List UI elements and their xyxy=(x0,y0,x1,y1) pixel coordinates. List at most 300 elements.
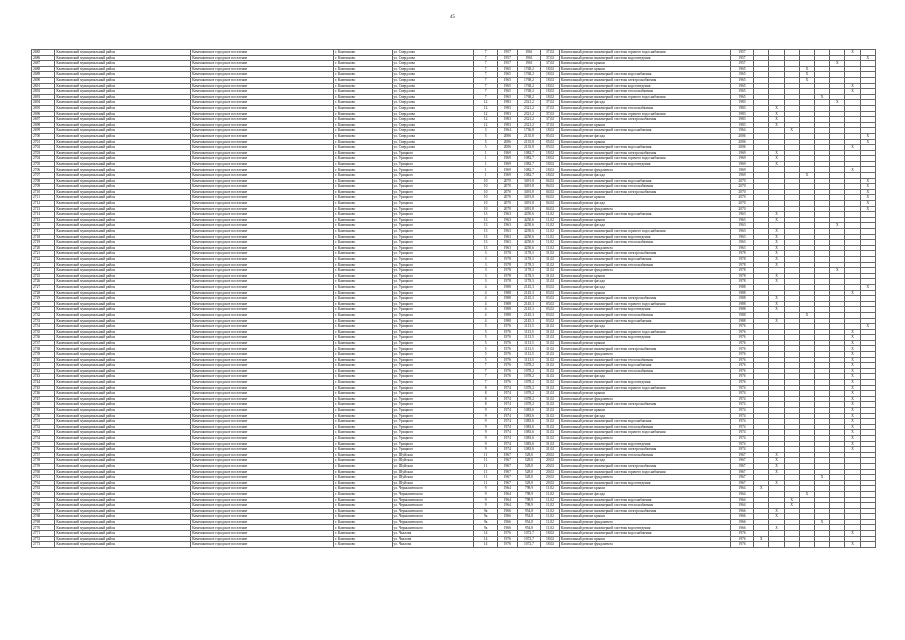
built-year-cell: 1969 xyxy=(497,173,517,179)
settlement-cell: Камешковское городское поселение xyxy=(191,430,334,436)
wear-cell: 18,02 xyxy=(541,66,560,72)
area-cell: 1083,6 xyxy=(517,419,540,425)
row-number: 2688 xyxy=(32,66,55,72)
period-mark-cell: X xyxy=(769,234,784,240)
city-cell: г. Камешково xyxy=(334,458,393,464)
period-mark-cell: X xyxy=(860,284,875,290)
city-cell: г. Камешково xyxy=(334,184,393,190)
street-cell: ул. Свердлова xyxy=(392,117,474,123)
period-mark-cell: X xyxy=(845,424,860,430)
year-cell: 1965 xyxy=(730,77,753,83)
built-year-cell: 1969 xyxy=(497,161,517,167)
work-type-cell: Капитальный ремонт крыши xyxy=(559,273,730,279)
street-cell: ул. Урицкого xyxy=(392,374,474,380)
year-cell: 1963 xyxy=(730,240,753,246)
year-cell: 1976 xyxy=(730,340,753,346)
street-cell: ул. Урицкого xyxy=(392,340,474,346)
work-type-cell: Капитальный ремонт инженерной системы горячего водоснабжения xyxy=(559,430,730,436)
work-type-cell: Капитальный ремонт инженерной системы горячего водоснабжения xyxy=(559,469,730,475)
row-number: 2702 xyxy=(32,145,55,151)
area-cell: 3491,8 xyxy=(517,189,540,195)
settlement-cell: Камешковское городское поселение xyxy=(191,167,334,173)
area-cell: 2321,2 xyxy=(517,111,540,117)
house-cell: 7 xyxy=(474,94,497,100)
settlement-cell: Камешковское городское поселение xyxy=(191,368,334,374)
area-cell: 2135,8 xyxy=(517,133,540,139)
settlement-cell: Камешковское городское поселение xyxy=(191,531,334,537)
period-mark-cell: X xyxy=(799,312,814,318)
settlement-cell: Камешковское городское поселение xyxy=(191,447,334,453)
year-cell: 1976 xyxy=(730,531,753,537)
built-year-cell: 1976 xyxy=(497,329,517,335)
built-year-cell: 1967 xyxy=(497,469,517,475)
row-number: 2720 xyxy=(32,245,55,251)
street-cell: ул. Урицкого xyxy=(392,161,474,167)
period-mark-cell: X xyxy=(845,335,860,341)
wear-cell: 05,02 xyxy=(541,145,560,151)
city-cell: г. Камешково xyxy=(334,503,393,509)
year-cell: 1976 xyxy=(730,346,753,352)
year-cell: 1988 xyxy=(730,284,753,290)
area-cell: 1178,3 xyxy=(517,256,540,262)
settlement-cell: Камешковское городское поселение xyxy=(191,206,334,212)
house-cell: 4 xyxy=(474,296,497,302)
wear-cell: 03,02 xyxy=(541,307,560,313)
wear-cell: 18,02 xyxy=(541,531,560,537)
area-cell: 1961 xyxy=(517,50,540,56)
year-cell: 1983 xyxy=(730,100,753,106)
city-cell: г. Камешково xyxy=(334,128,393,134)
house-cell: 10 xyxy=(474,189,497,195)
table-body xyxy=(32,50,876,548)
city-cell: г. Камешково xyxy=(334,206,393,212)
city-cell: г. Камешково xyxy=(334,519,393,525)
street-cell: ул. Чернышевского xyxy=(392,525,474,531)
house-cell: 13 xyxy=(474,229,497,235)
year-cell: 1967 xyxy=(730,480,753,486)
city-cell: г. Камешково xyxy=(334,111,393,117)
settlement-cell: Камешковское городское поселение xyxy=(191,374,334,380)
district-cell: Камешковский муниципальный район xyxy=(55,128,191,134)
district-cell: Камешковский муниципальный район xyxy=(55,167,191,173)
district-cell: Камешковский муниципальный район xyxy=(55,391,191,397)
wear-cell: 11,02 xyxy=(541,212,560,218)
house-cell: 9 xyxy=(474,503,497,509)
year-cell: 1974 xyxy=(730,419,753,425)
district-cell: Камешковский муниципальный район xyxy=(55,525,191,531)
built-year-cell: 1978 xyxy=(497,262,517,268)
district-cell: Камешковский муниципальный район xyxy=(55,396,191,402)
year-cell: 1978 xyxy=(730,268,753,274)
house-cell: 5 xyxy=(474,357,497,363)
city-cell: г. Камешково xyxy=(334,223,393,229)
city-cell: г. Камешково xyxy=(334,441,393,447)
settlement-cell: Камешковское городское поселение xyxy=(191,340,334,346)
house-cell: 9а xyxy=(474,525,497,531)
work-type-cell: Капитальный ремонт крыши xyxy=(559,66,730,72)
period-mark-cell: X xyxy=(769,240,784,246)
year-cell: 1969 xyxy=(730,156,753,162)
street-cell: ул. Урицкого xyxy=(392,391,474,397)
settlement-cell: Камешковское городское поселение xyxy=(191,290,334,296)
built-year-cell: 1976 xyxy=(497,335,517,341)
work-type-cell: Капитальный ремонт инженерной системы водоотведения xyxy=(559,441,730,447)
city-cell: г. Камешково xyxy=(334,173,393,179)
year-cell: 2070 xyxy=(730,206,753,212)
period-mark-cell: X xyxy=(860,55,875,61)
area-cell: 3491,8 xyxy=(517,184,540,190)
city-cell: г. Камешково xyxy=(334,156,393,162)
work-type-cell: Капитальный ремонт инженерной системы электроснабжения xyxy=(559,508,730,514)
settlement-cell: Камешковское городское поселение xyxy=(191,262,334,268)
built-year-cell: 1957 xyxy=(497,61,517,67)
period-mark-cell: X xyxy=(799,491,814,497)
built-year-cell: 1976 xyxy=(497,340,517,346)
work-type-cell: Капитальный ремонт инженерной системы теплоснабжения xyxy=(559,452,730,458)
row-number: 2773 xyxy=(32,542,55,548)
period-mark-cell: X xyxy=(860,206,875,212)
wear-cell: 11,02 xyxy=(541,229,560,235)
area-cell: 4250,6 xyxy=(517,212,540,218)
work-type-cell: Капитальный ремонт инженерной системы электроснабжения xyxy=(559,189,730,195)
house-cell: 11 xyxy=(474,480,497,486)
year-cell: 1988 xyxy=(730,296,753,302)
house-cell: 5 xyxy=(474,335,497,341)
house-cell: 7 xyxy=(474,363,497,369)
house-cell: 13 xyxy=(474,212,497,218)
period-mark-cell: X xyxy=(769,514,784,520)
street-cell: ул. Урицкого xyxy=(392,408,474,414)
built-year-cell: 1969 xyxy=(497,156,517,162)
house-cell: 7 xyxy=(474,380,497,386)
settlement-cell: Камешковское городское поселение xyxy=(191,312,334,318)
period-mark-cell: X xyxy=(769,279,784,285)
year-cell: 1969 xyxy=(730,161,753,167)
city-cell: г. Камешково xyxy=(334,480,393,486)
built-year-cell: 1974 xyxy=(497,435,517,441)
settlement-cell: Камешковское городское поселение xyxy=(191,94,334,100)
year-cell: 2006 xyxy=(730,145,753,151)
street-cell: ул. Урицкого xyxy=(392,307,474,313)
row-number: 2728 xyxy=(32,290,55,296)
district-cell: Камешковский муниципальный район xyxy=(55,380,191,386)
house-cell: 9а xyxy=(474,514,497,520)
row-number: 2758 xyxy=(32,458,55,464)
year-cell: 1978 xyxy=(730,251,753,257)
area-cell: 528,0 xyxy=(517,452,540,458)
period-mark-cell: X xyxy=(815,519,830,525)
city-cell: г. Камешково xyxy=(334,413,393,419)
row-number: 2769 xyxy=(32,519,55,525)
street-cell: ул. Шуйская xyxy=(392,475,474,481)
work-type-cell: Капитальный ремонт инженерной системы горячего водоснабжения xyxy=(559,385,730,391)
period-mark-cell: X xyxy=(769,508,784,514)
wear-cell: 31,02 xyxy=(541,346,560,352)
street-cell: ул. Урицкого xyxy=(392,212,474,218)
year-cell: 1974 xyxy=(730,402,753,408)
house-cell: 7 xyxy=(474,83,497,89)
city-cell: г. Камешково xyxy=(334,497,393,503)
built-year-cell: 1976 xyxy=(497,536,517,542)
settlement-cell: Камешковское городское поселение xyxy=(191,435,334,441)
area-cell: 2145,3 xyxy=(517,307,540,313)
period-mark-cell: X xyxy=(769,273,784,279)
house-cell: 9 xyxy=(474,430,497,436)
wear-cell: 37,02 xyxy=(541,105,560,111)
house-cell: 12 xyxy=(474,122,497,128)
built-year-cell: 1963 xyxy=(497,240,517,246)
wear-cell: 18,02 xyxy=(541,167,560,173)
street-cell: ул. Свердлова xyxy=(392,77,474,83)
wear-cell: 11,02 xyxy=(541,245,560,251)
area-cell: 1083,6 xyxy=(517,447,540,453)
house-cell: 8 xyxy=(474,385,497,391)
built-year-cell: 1983 xyxy=(497,100,517,106)
street-cell: ул. Урицкого xyxy=(392,201,474,207)
house-cell: 9 xyxy=(474,408,497,414)
district-cell: Камешковский муниципальный район xyxy=(55,133,191,139)
wear-cell: 31,02 xyxy=(541,447,560,453)
street-cell: ул. Урицкого xyxy=(392,430,474,436)
period-mark-cell: X xyxy=(845,340,860,346)
row-number: 2733 xyxy=(32,318,55,324)
wear-cell: 11,02 xyxy=(541,514,560,520)
year-cell: 2006 xyxy=(730,133,753,139)
street-cell: ул. Свердлова xyxy=(392,145,474,151)
built-year-cell: 1974 xyxy=(497,391,517,397)
period-mark-cell: X xyxy=(845,385,860,391)
year-cell: 1967 xyxy=(730,475,753,481)
period-mark-cell: X xyxy=(845,419,860,425)
area-cell: 1178,3 xyxy=(517,268,540,274)
city-cell: г. Камешково xyxy=(334,61,393,67)
period-mark-cell: X xyxy=(845,441,860,447)
period-mark-cell: X xyxy=(845,402,860,408)
street-cell: ул. Чернышевского xyxy=(392,491,474,497)
year-cell: 1988 xyxy=(730,318,753,324)
wear-cell: 18,02 xyxy=(541,77,560,83)
year-cell: 1976 xyxy=(730,357,753,363)
row-number: 2717 xyxy=(32,229,55,235)
district-cell: Камешковский муниципальный район xyxy=(55,447,191,453)
wear-cell: 18,02 xyxy=(541,542,560,548)
period-mark-cell: X xyxy=(830,268,845,274)
district-cell: Камешковский муниципальный район xyxy=(55,290,191,296)
district-cell: Камешковский муниципальный район xyxy=(55,329,191,335)
settlement-cell: Камешковское городское поселение xyxy=(191,72,334,78)
city-cell: г. Камешково xyxy=(334,296,393,302)
period-mark-cell: X xyxy=(845,368,860,374)
built-year-cell: 1978 xyxy=(497,256,517,262)
wear-cell: 05,02 xyxy=(541,139,560,145)
city-cell: г. Камешково xyxy=(334,290,393,296)
house-cell: 9а xyxy=(474,519,497,525)
district-cell: Камешковский муниципальный район xyxy=(55,83,191,89)
work-type-cell: Капитальный ремонт фундамента xyxy=(559,206,730,212)
period-mark-cell: X xyxy=(845,363,860,369)
area-cell: 2135,8 xyxy=(517,139,540,145)
wear-cell: 37,02 xyxy=(541,55,560,61)
work-type-cell: Капитальный ремонт фундамента xyxy=(559,435,730,441)
wear-cell: 37,02 xyxy=(541,61,560,67)
built-year-cell: 1964 xyxy=(497,503,517,509)
table-row xyxy=(32,542,876,548)
settlement-cell: Камешковское городское поселение xyxy=(191,189,334,195)
row-number: 2752 xyxy=(32,424,55,430)
area-cell: 2135,8 xyxy=(517,145,540,151)
settlement-cell: Камешковское городское поселение xyxy=(191,452,334,458)
wear-cell: 37,02 xyxy=(541,50,560,56)
house-cell: 3 xyxy=(474,273,497,279)
street-cell: ул. Чернышевского xyxy=(392,519,474,525)
period-mark-cell: X xyxy=(815,475,830,481)
house-cell: 13 xyxy=(474,245,497,251)
work-type-cell: Капитальный ремонт инженерной системы водоотведения xyxy=(559,335,730,341)
area-cell: 2321,2 xyxy=(517,105,540,111)
row-number: 2743 xyxy=(32,374,55,380)
work-type-cell: Капитальный ремонт инженерной системы электроснабжения xyxy=(559,346,730,352)
city-cell: г. Камешково xyxy=(334,161,393,167)
district-cell: Камешковский муниципальный район xyxy=(55,536,191,542)
city-cell: г. Камешково xyxy=(334,318,393,324)
settlement-cell: Камешковское городское поселение xyxy=(191,469,334,475)
settlement-cell: Камешковское городское поселение xyxy=(191,413,334,419)
year-cell: 1978 xyxy=(730,279,753,285)
row-number: 2705 xyxy=(32,161,55,167)
area-cell: 1768,2 xyxy=(517,77,540,83)
period-mark-cell: X xyxy=(845,531,860,537)
city-cell: г. Камешково xyxy=(334,329,393,335)
area-cell: 1768,2 xyxy=(517,66,540,72)
city-cell: г. Камешково xyxy=(334,335,393,341)
period-mark-cell: X xyxy=(799,173,814,179)
period-mark-cell: X xyxy=(845,167,860,173)
district-cell: Камешковский муниципальный район xyxy=(55,318,191,324)
built-year-cell: 1976 xyxy=(497,324,517,330)
row-number: 2761 xyxy=(32,475,55,481)
period-mark-cell: X xyxy=(860,139,875,145)
work-type-cell: Капитальный ремонт инженерной системы водоотведения xyxy=(559,307,730,313)
area-cell: 4250,6 xyxy=(517,217,540,223)
row-number: 2754 xyxy=(32,435,55,441)
street-cell: ул. Урицкого xyxy=(392,167,474,173)
built-year-cell: 1967 xyxy=(497,458,517,464)
settlement-cell: Камешковское городское поселение xyxy=(191,133,334,139)
work-type-cell: Капитальный ремонт инженерной системы электроснабжения xyxy=(559,296,730,302)
house-cell: 3 xyxy=(474,262,497,268)
period-mark-cell: X xyxy=(769,161,784,167)
built-year-cell: 2070 xyxy=(497,178,517,184)
work-type-cell: Капитальный ремонт инженерной системы водоснабжения xyxy=(559,128,730,134)
street-cell: ул. Урицкого xyxy=(392,223,474,229)
district-cell: Камешковский муниципальный район xyxy=(55,301,191,307)
area-cell: 1082,7 xyxy=(517,167,540,173)
row-number: 2771 xyxy=(32,531,55,537)
area-cell: 3491,8 xyxy=(517,178,540,184)
district-cell: Камешковский муниципальный район xyxy=(55,240,191,246)
city-cell: г. Камешково xyxy=(334,536,393,542)
built-year-cell: 1965 xyxy=(497,77,517,83)
house-cell: 10 xyxy=(474,184,497,190)
built-year-cell: 1974 xyxy=(497,402,517,408)
street-cell: ул. Урицкого xyxy=(392,206,474,212)
wear-cell: 11,02 xyxy=(541,234,560,240)
city-cell: г. Камешково xyxy=(334,419,393,425)
street-cell: ул. Урицкого xyxy=(392,346,474,352)
built-year-cell: 1976 xyxy=(497,542,517,548)
wear-cell: 18,02 xyxy=(541,161,560,167)
built-year-cell: 1988 xyxy=(497,301,517,307)
settlement-cell: Камешковское городское поселение xyxy=(191,514,334,520)
district-cell: Камешковский муниципальный район xyxy=(55,150,191,156)
work-type-cell: Капитальный ремонт фундамента xyxy=(559,167,730,173)
wear-cell: 11,02 xyxy=(541,486,560,492)
built-year-cell: 1978 xyxy=(497,273,517,279)
settlement-cell: Камешковское городское поселение xyxy=(191,245,334,251)
area-cell: 1083,6 xyxy=(517,430,540,436)
city-cell: г. Камешково xyxy=(334,229,393,235)
area-cell: 528,0 xyxy=(517,458,540,464)
settlement-cell: Камешковское городское поселение xyxy=(191,173,334,179)
settlement-cell: Камешковское городское поселение xyxy=(191,240,334,246)
row-number: 2772 xyxy=(32,536,55,542)
area-cell: 1083,6 xyxy=(517,408,540,414)
built-year-cell: 1988 xyxy=(497,290,517,296)
row-number: 2739 xyxy=(32,352,55,358)
street-cell: ул. Свердлова xyxy=(392,133,474,139)
city-cell: г. Камешково xyxy=(334,463,393,469)
year-cell: 1965 xyxy=(730,89,753,95)
district-cell: Камешковский муниципальный район xyxy=(55,419,191,425)
street-cell: ул. Чернышевского xyxy=(392,497,474,503)
street-cell: ул. Урицкого xyxy=(392,380,474,386)
built-year-cell: 1957 xyxy=(497,50,517,56)
row-number: 2689 xyxy=(32,72,55,78)
year-cell: 1988 xyxy=(730,312,753,318)
row-number: 2759 xyxy=(32,463,55,469)
built-year-cell: 1974 xyxy=(497,396,517,402)
built-year-cell: 1974 xyxy=(497,430,517,436)
house-cell: 14 xyxy=(474,536,497,542)
district-cell: Камешковский муниципальный район xyxy=(55,55,191,61)
period-mark-cell: X xyxy=(784,497,799,503)
wear-cell: 20,02 xyxy=(541,458,560,464)
period-mark-cell: X xyxy=(860,133,875,139)
work-type-cell: Капитальный ремонт инженерной системы водоотведения xyxy=(559,55,730,61)
wear-cell: 11,02 xyxy=(541,223,560,229)
district-cell: Камешковский муниципальный район xyxy=(55,374,191,380)
year-cell: 1976 xyxy=(730,380,753,386)
area-cell: 798,9 xyxy=(517,491,540,497)
row-number: 2718 xyxy=(32,234,55,240)
row-number: 2690 xyxy=(32,77,55,83)
settlement-cell: Камешковское городское поселение xyxy=(191,486,334,492)
house-cell: 12 xyxy=(474,111,497,117)
row-number: 2767 xyxy=(32,508,55,514)
street-cell: ул. Урицкого xyxy=(392,385,474,391)
year-cell: 1976 xyxy=(730,368,753,374)
settlement-cell: Камешковское городское поселение xyxy=(191,229,334,235)
work-type-cell: Капитальный ремонт инженерной системы горячего водоснабжения xyxy=(559,301,730,307)
district-cell: Камешковский муниципальный район xyxy=(55,184,191,190)
street-cell: ул. Свердлова xyxy=(392,83,474,89)
row-number: 2719 xyxy=(32,240,55,246)
area-cell: 3491,8 xyxy=(517,195,540,201)
wear-cell: 31,02 xyxy=(541,430,560,436)
city-cell: г. Камешково xyxy=(334,189,393,195)
row-number: 2725 xyxy=(32,273,55,279)
row-number: 2763 xyxy=(32,486,55,492)
